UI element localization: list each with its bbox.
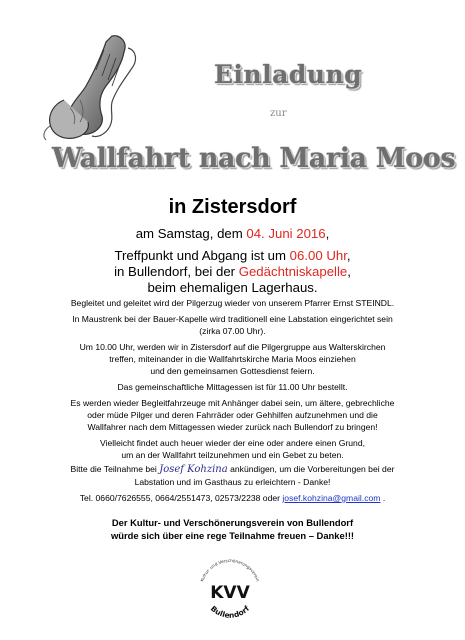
registration-prefix: Bitte die Teilnahme bei [70,464,160,474]
paragraph-meeting-2: treffen, miteinander in die Wallfahrtskirche Maria Moos einziehen [109,354,356,364]
paragraph-priest: Begleitet und geleitet wird der Pilgerzug wieder von unserem Pfarrer Ernst STEINDL. [70,298,395,308]
svg-text:Kultur- und Verschönerungsvere [199,558,260,582]
closing-line-2: würde sich über eine rege Teilnahme freuen – Danke!!! [110,530,355,541]
kvv-logo [192,556,268,630]
date-line [0,226,465,242]
title-zur: zur [270,108,287,119]
meeting-time: 06.00 Uhr [289,248,347,263]
praying-hands-illustration [40,30,150,142]
paragraph-meeting-3: und den gemeinsamen Gottesdienst feiern. [150,366,315,376]
paragraph-vehicles-2: oder müde Pilger und deren Fahrräder oder Gehhilfen aufzunehmen und die [87,410,378,420]
closing-line-1: Der Kultur- und Verschönerungsverein von Bullendorf [111,517,354,528]
meeting-prefix: Treffpunkt und Abgang ist um [114,248,290,263]
logo-place: Bullendorf [208,603,252,620]
paragraph-prayer-2: um an der Wallfahrt teilzunehmen und ein Gebet zu beten. [121,450,344,460]
meeting-chapel: Gedächtniskapelle [238,264,348,279]
event-date: 04. Juni 2016 [246,226,326,241]
paragraph-vehicles-3: Wallfahrer nach dem Mittagessen wieder zurück nach Bullendorf zu bringen! [87,422,378,432]
svg-text:Bullendorf [209,604,252,620]
paragraph-prayer-1: Vielleicht findet auch heuer wieder der eine oder andere einen Grund, [100,438,365,448]
meeting-line-2 [0,264,465,280]
logo-letters: KVV [210,583,250,603]
date-prefix: am Samstag, dem [135,226,247,241]
contact-name-handwritten: Josef Kohzina [159,464,228,475]
registration-suffix: ankündigen, um die Vorbereitungen bei der [227,464,395,474]
meeting-line-1 [0,248,465,264]
paragraph-vehicles-1: Es werden wieder Begleitfahrzeuge mit Anhänger dabei sein, um ältere, gebrechliche [70,398,395,408]
logo-arc-text: Kultur- und Verschönerungsverein [199,557,261,583]
contact-suffix: . [380,493,386,503]
meeting-place-suffix: , [347,264,351,279]
paragraph-labstation-1: In Maustrenk bei der Bauer-Kapelle wird traditionell eine Labstation eingerichtet sein [72,314,393,324]
location-heading: in Zistersdorf [168,196,297,218]
meeting-place-prefix: in Bullendorf, bei der [114,264,239,279]
paragraph-registration-2: Labstation und im Gasthaus zu erleichtern - Danke! [134,477,331,487]
contact-phones: Tel. 0660/7626555, 0664/2551473, 02573/2238 oder [79,493,283,503]
paragraph-meeting-1: Um 10.00 Uhr, werden wir in Zistersdorf auf die Pilgergruppe aus Walterskirchen [79,342,386,352]
paragraph-registration-1 [0,464,465,476]
paragraph-lunch: Das gemeinschaftliche Mittagessen ist für 11.00 Uhr bestellt. [117,382,348,392]
date-suffix: , [325,226,330,241]
meeting-line-3: beim ehemaligen Lagerhaus. [147,280,318,295]
title-einladung: Einladung [214,60,363,89]
title-wallfahrt: Wallfahrt nach Maria Moos [52,143,456,174]
contact-email-link[interactable]: josef.kohzina@gmail.com [282,493,381,503]
paragraph-labstation-2: (zirka 07.00 Uhr). [199,326,266,336]
meeting-suffix: , [346,248,351,263]
contact-line [0,493,465,505]
